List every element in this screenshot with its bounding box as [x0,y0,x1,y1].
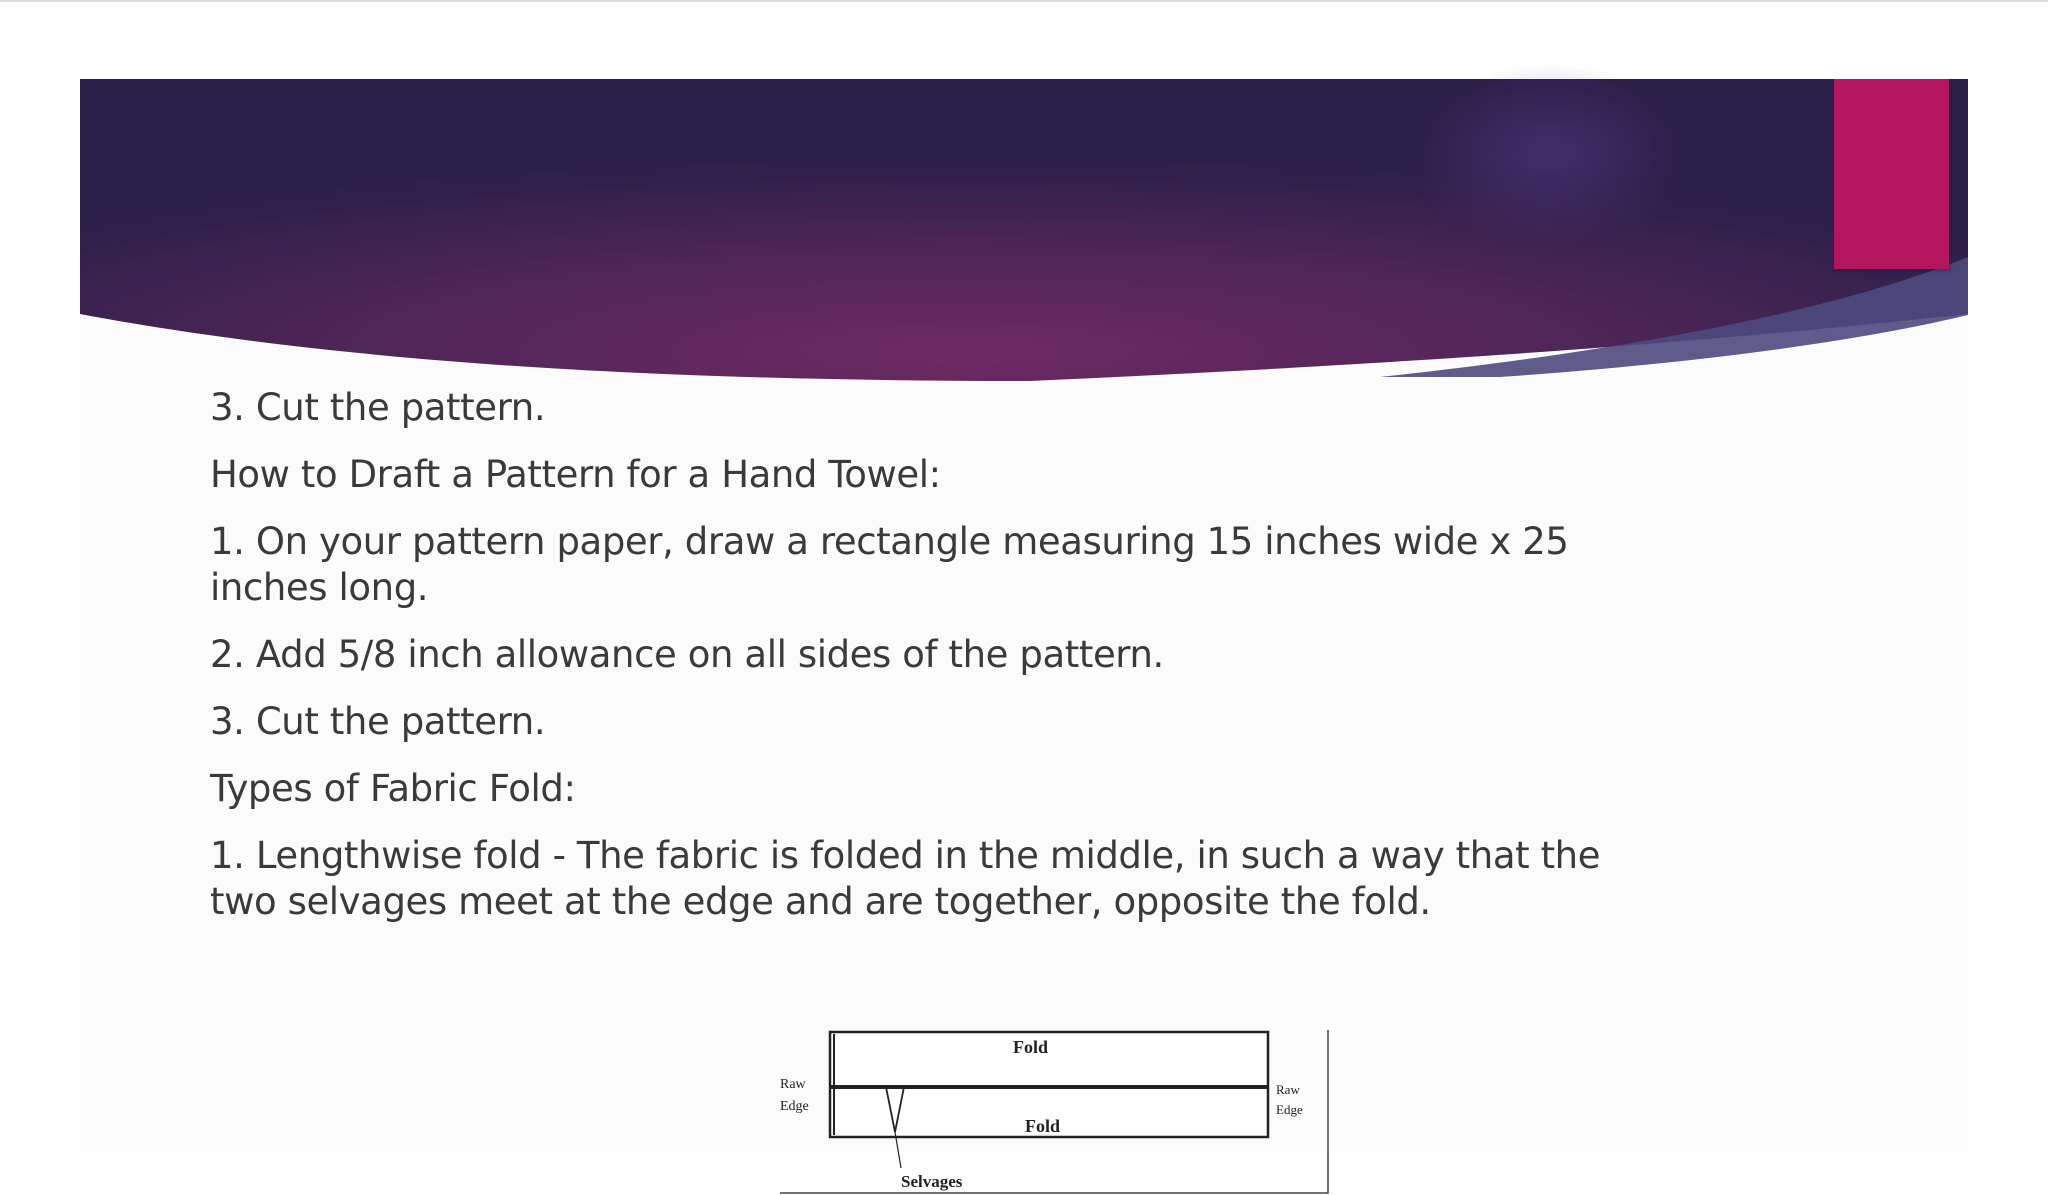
lengthwise-fold-diagram [780,1030,1320,1195]
header-banner [80,79,1968,379]
diagram-label-raw-left: Raw [780,1077,806,1092]
diagram-label-edge-right: Edge [1276,1102,1303,1117]
diagram-label-fold-bottom: Fold [1025,1116,1061,1136]
diagram-label-raw-right: Raw [1276,1082,1300,1097]
paragraph-step-3-cut: 3. Cut the pattern. [210,386,546,429]
paragraph-hand-towel-heading: How to Draft a Pattern for a Hand Towel: [210,453,941,496]
paragraph-step-2-allowance: 2. Add 5/8 inch allowance on all sides of the pattern. [210,633,1164,676]
paragraph-lengthwise-fold: 1. Lengthwise fold - The fabric is folded in the middle, in such a way that the two selvages meet at the edge and are together, opposite the fold. [210,834,1601,923]
window-top-border [0,0,2048,2]
slide-body [210,385,1670,946]
diagram-label-fold-top: Fold [1013,1037,1049,1057]
slide [80,79,1968,1191]
diagram-label-selvages: Selvages [901,1172,963,1191]
paragraph-step-3-cut-again: 3. Cut the pattern. [210,700,546,743]
paragraph-step-1-draw: 1. On your pattern paper, draw a rectangle measuring 15 inches wide x 25 inches long. [210,520,1569,609]
paragraph-fabric-fold-heading: Types of Fabric Fold: [210,767,576,810]
accent-bookmark-tab [1834,79,1949,269]
diagram-label-edge-left: Edge [780,1099,809,1114]
